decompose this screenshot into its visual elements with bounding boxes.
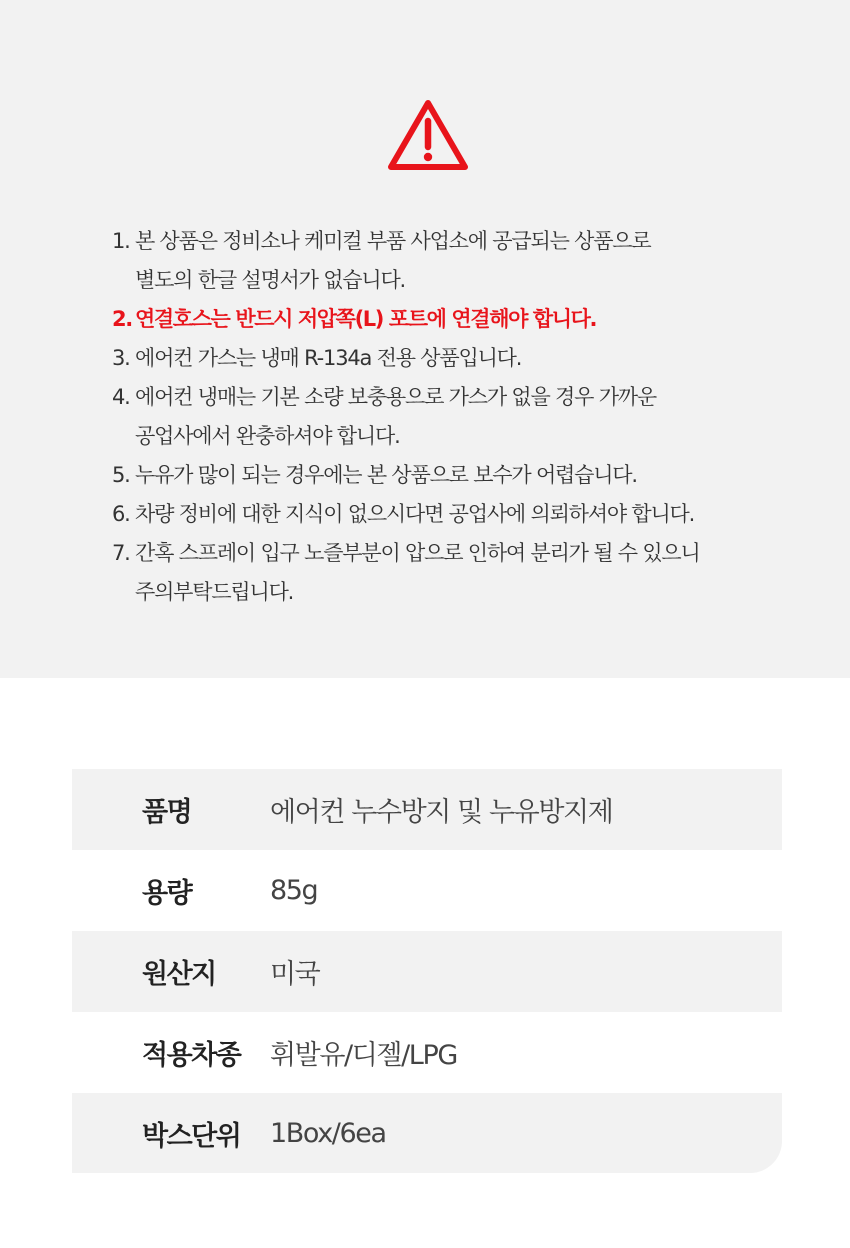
notice-text: [135, 339, 521, 378]
spec-value: 85g: [270, 875, 318, 906]
notice-number: 1.: [112, 229, 130, 253]
spec-value: 미국: [270, 959, 320, 990]
notice-line: 본 상품은 정비소나 케미컬 부품 사업소에 공급되는 상품으로: [135, 229, 651, 253]
notice-number: 6.: [112, 502, 130, 526]
spec-row-origin: [72, 931, 782, 1012]
notice-item: [112, 495, 812, 534]
warning-triangle-icon: [385, 97, 471, 175]
spec-label: 적용차종: [142, 1040, 241, 1071]
notice-line: 주의부탁드립니다.: [135, 580, 294, 604]
notice-line: 간혹 스프레이 입구 노즐부분이 압으로 인하여 분리가 될 수 있으니: [135, 541, 700, 565]
notice-line: 별도의 한글 설명서가 없습니다.: [135, 268, 406, 292]
notice-text: [135, 534, 700, 612]
notice-line: 누유가 많이 되는 경우에는 본 상품으로 보수가 어렵습니다.: [135, 463, 637, 487]
spec-label: 품명: [142, 797, 192, 828]
spec-label: 용량: [142, 878, 192, 909]
spec-row-vehicle-type: [72, 1012, 782, 1093]
notice-list: [112, 222, 812, 612]
notice-text: [135, 222, 650, 300]
notice-text: [135, 378, 656, 456]
notice-item-highlight: [112, 300, 812, 339]
spec-row-product-name: [72, 769, 782, 850]
notice-item: [112, 378, 812, 456]
notice-number: 2.: [112, 307, 132, 331]
spec-value: 에어컨 누수방지 및 누유방지제: [270, 797, 613, 828]
notice-item: [112, 339, 812, 378]
notice-item: [112, 534, 812, 612]
notice-line: 연결호스는 반드시 저압쪽(L) 포트에 연결해야 합니다.: [135, 307, 597, 331]
spec-row-box-unit: [72, 1093, 782, 1173]
notice-number: 3.: [112, 346, 130, 370]
notice-text: [135, 300, 596, 339]
spec-value: 1Box/6ea: [270, 1118, 386, 1149]
notice-line: 에어컨 냉매는 기본 소량 보충용으로 가스가 없을 경우 가까운: [135, 385, 656, 409]
notice-text: [135, 456, 637, 495]
notice-number: 7.: [112, 541, 130, 565]
notice-number: 4.: [112, 385, 130, 409]
notice-line: 차량 정비에 대한 지식이 없으시다면 공업사에 의뢰하셔야 합니다.: [135, 502, 695, 526]
spec-row-capacity: [72, 850, 782, 931]
spec-label: 원산지: [142, 959, 216, 990]
spec-table: [72, 769, 782, 1173]
notice-item: [112, 222, 812, 300]
spec-label: 박스단위: [142, 1121, 241, 1152]
notice-text: [135, 495, 694, 534]
notice-line: 공업사에서 완충하셔야 합니다.: [135, 424, 400, 448]
notice-line: 에어컨 가스는 냉매 R-134a 전용 상품입니다.: [135, 346, 522, 370]
spec-value: 휘발유/디젤/LPG: [270, 1040, 457, 1071]
notice-item: [112, 456, 812, 495]
notice-number: 5.: [112, 463, 130, 487]
